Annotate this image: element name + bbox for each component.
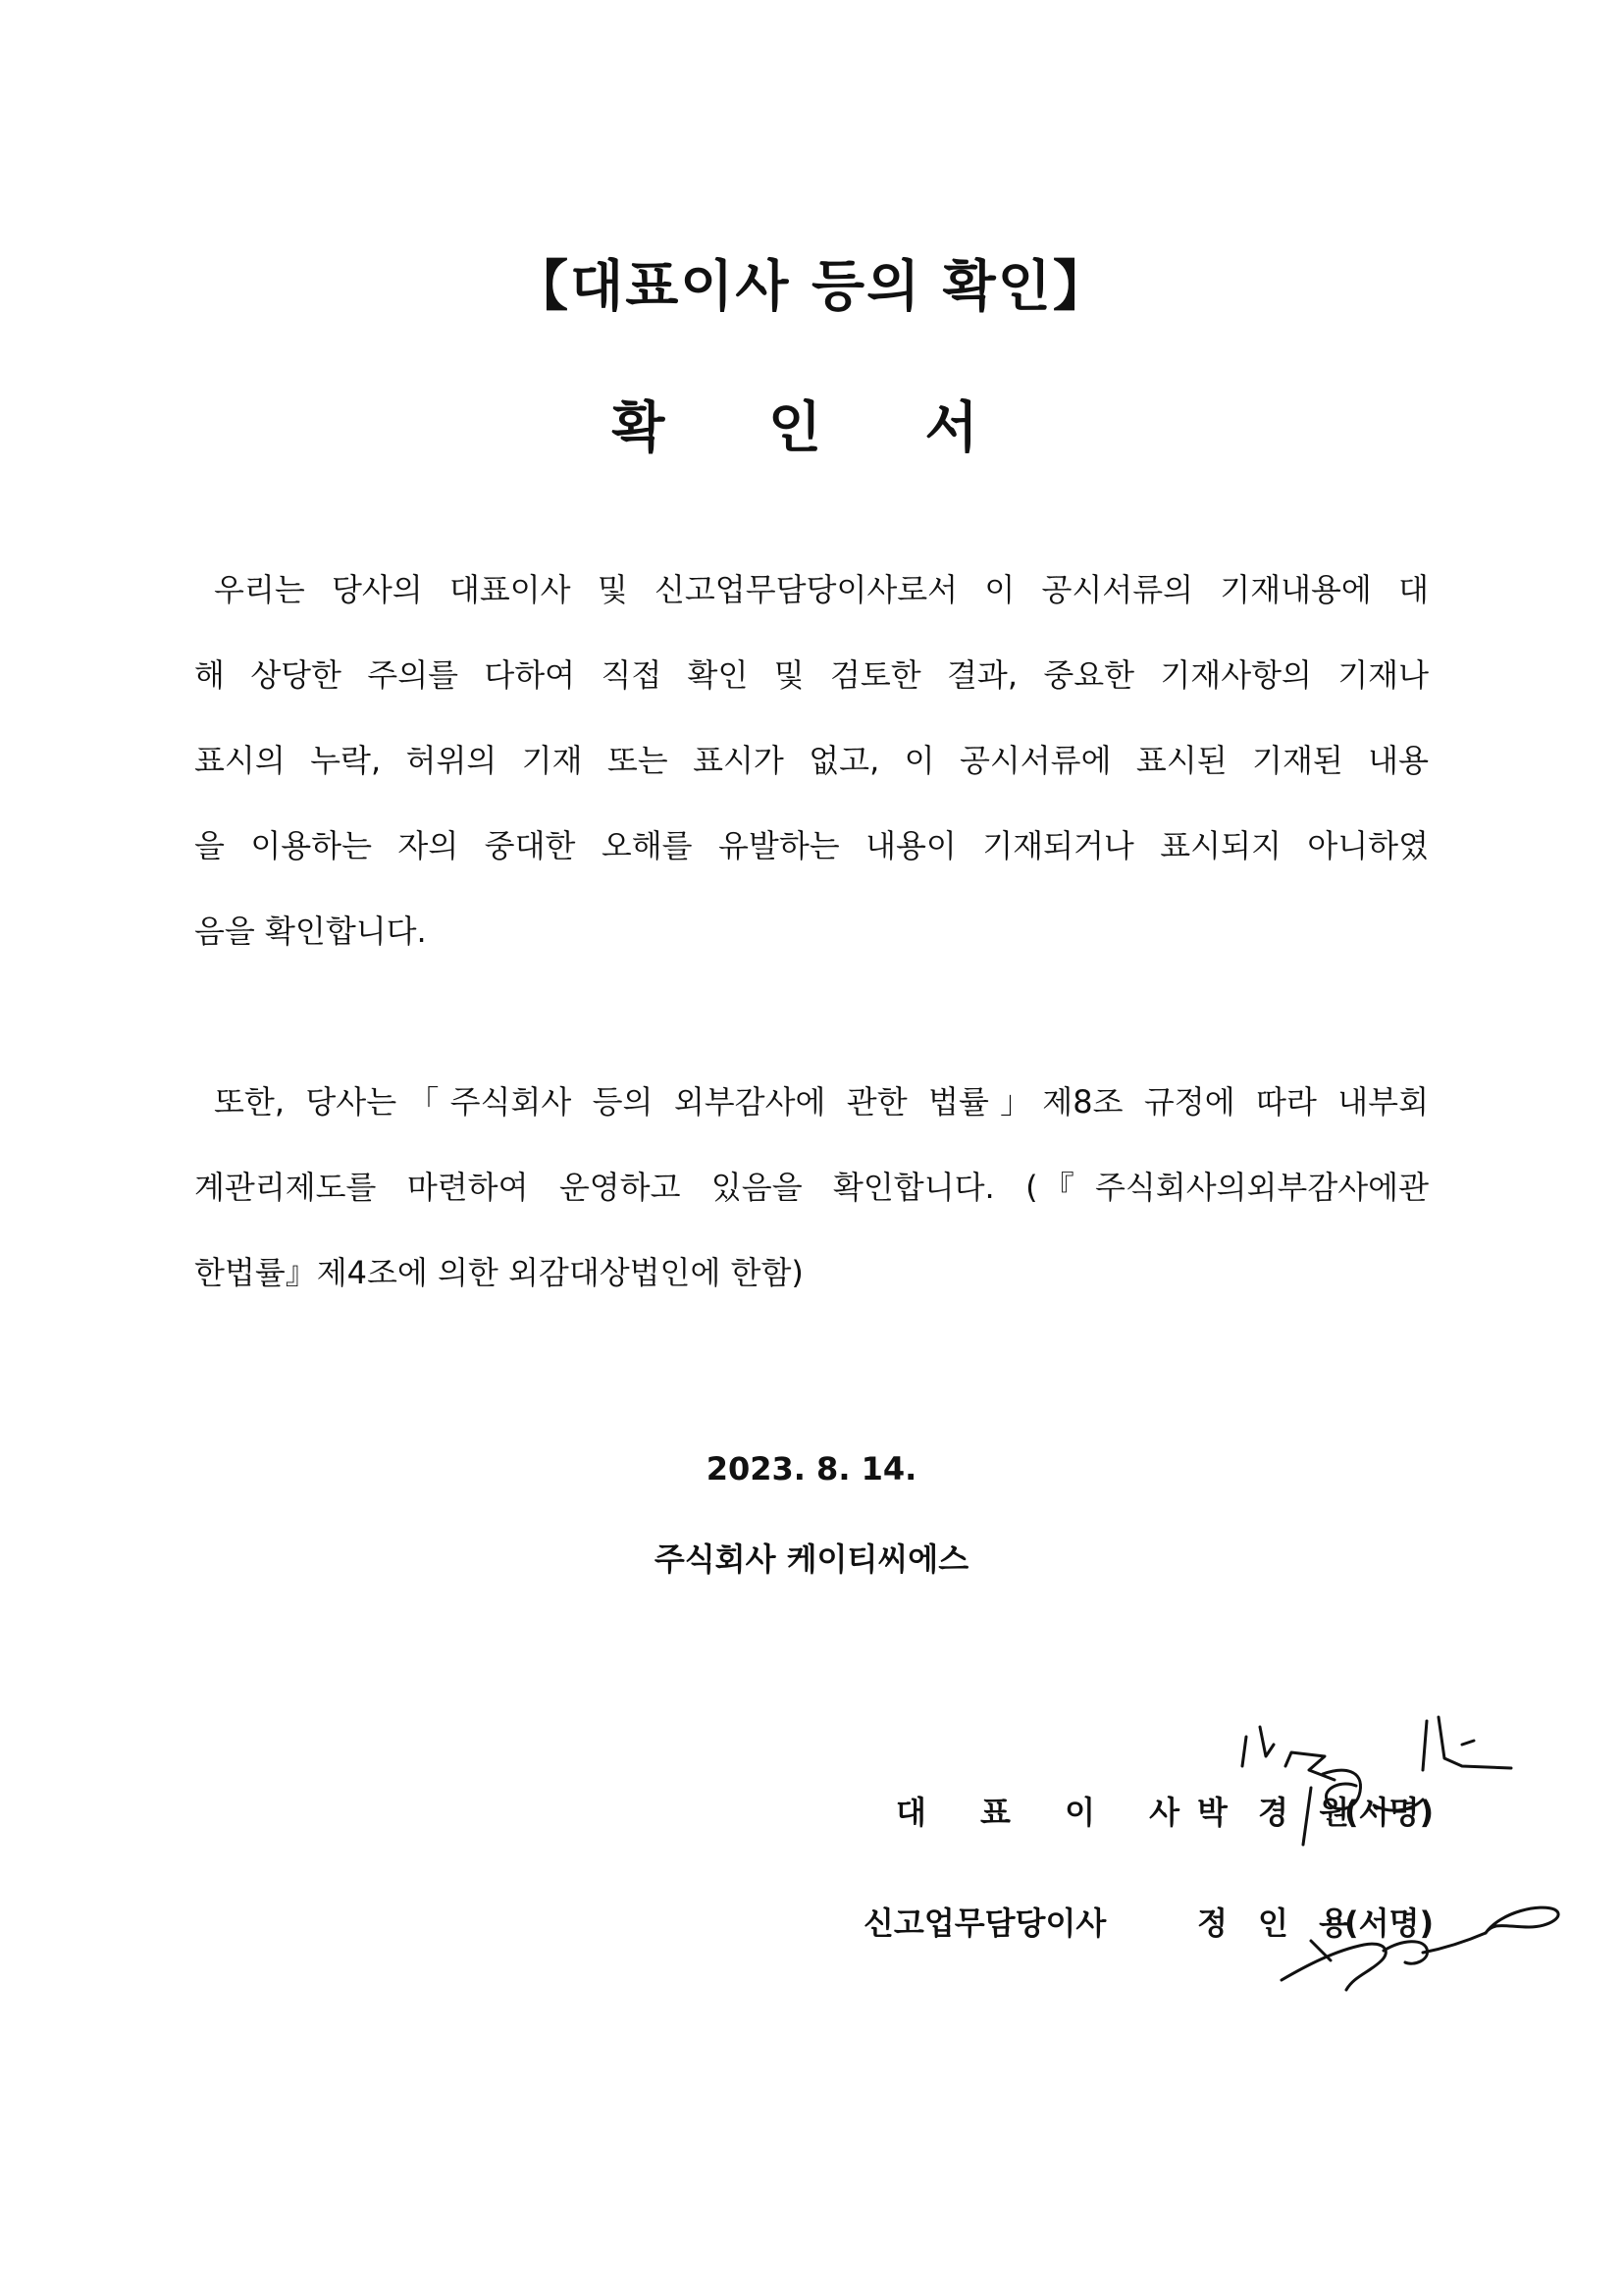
signatory-title: 신고업무담당이사 <box>864 1905 1107 1942</box>
paragraph1-line: 음을 확인합니다. <box>194 913 427 950</box>
paragraph2-line: 계관리제도를 마련하여 운영하고 있음을 확인합니다. (『주식회사의외부감사에관 <box>194 1169 1429 1206</box>
handwritten-signature-2 <box>1276 1882 1560 2000</box>
handwritten-signature-1 <box>1217 1697 1541 1845</box>
signatory-name: 박 경 원 <box>1197 1794 1360 1831</box>
document-subheading: 확 인 서 <box>611 396 1012 460</box>
signatory-name: 정 인 용 <box>1197 1905 1360 1942</box>
signature-label: (서명) <box>1344 1794 1435 1831</box>
paragraph1-line: 해 상당한 주의를 다하여 직접 확인 및 검토한 결과, 중요한 기재사항의 기재나 <box>194 656 1429 694</box>
paragraph1-line: 을 이용하는 자의 중대한 오해를 유발하는 내용이 기재되거나 표시되지 아니하였 <box>194 827 1429 864</box>
company-name: 주식회사 케이티씨에스 <box>654 1540 969 1578</box>
signatory-title: 대 표 이 사 <box>896 1794 1202 1831</box>
paragraph1-line: 우리는 당사의 대표이사 및 신고업무담당이사로서 이 공시서류의 기재내용에 대 <box>214 571 1429 608</box>
signature-label: (서명) <box>1344 1905 1435 1942</box>
paragraph2-line: 또한, 당사는「주식회사 등의 외부감사에 관한 법률」제8조 규정에 따라 내부회 <box>214 1083 1429 1121</box>
document-heading: 【대표이사 등의 확인】 <box>513 255 1110 319</box>
paragraph2-line: 한법률』제4조에 의한 외감대상법인에 한함) <box>194 1254 804 1291</box>
paragraph1-line: 표시의 누락, 허위의 기재 또는 표시가 없고, 이 공시서류에 표시된 기재된 내용 <box>194 742 1429 779</box>
document-date: 2023. 8. 14. <box>706 1450 917 1487</box>
